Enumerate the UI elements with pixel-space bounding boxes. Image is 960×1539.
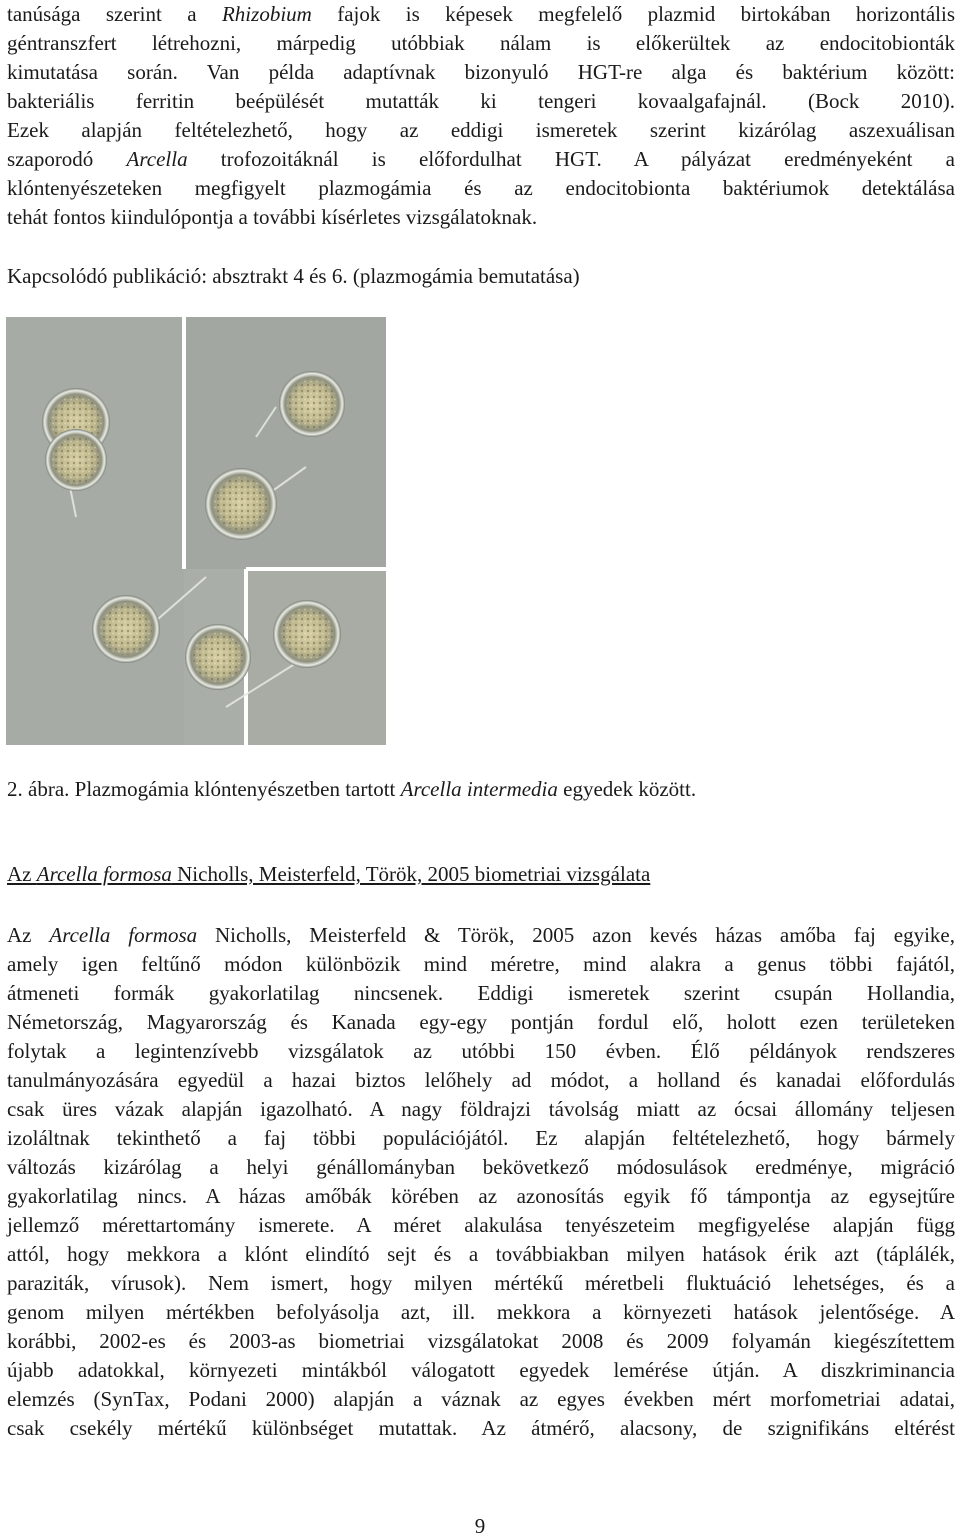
text-line: csak üres vázak alapján igazolható. A nagy földrajzi távolság miatt az ócsai állomány teljesen [7,1097,955,1121]
paragraph-formosa [7,921,955,1443]
section-heading: Az Arcella formosa Nicholls, Meisterfeld, Török, 2005 biometriai vizsgálata [7,862,651,886]
figure-caption: 2. ábra. Plazmogámia klóntenyészetben tartott Arcella intermedia egyedek között. [7,777,697,801]
text-line: tanúsága szerint a Rhizobium fajok is képesek megfelelő plazmid birtokában horizontális [7,2,955,26]
text-line: genom milyen mértékben befolyásolja azt, ill. mekkora a környezeti hatások jelentősége. A [7,1300,955,1324]
text-line: folytak a legintenzívebb vizsgálatok az utóbbi 150 évben. Élő példányok rendszeres [7,1039,955,1063]
text-line: kimutatása során. Van példa adaptívnak bizonyuló HGT-re alga és baktérium között: [7,60,955,84]
text-line: elemzés (SynTax, Podani 2000) alapján a váznak az egyes években mért morfometriai adatai, [7,1387,955,1411]
text-line: korábbi, 2002-es és 2003-as biometriai vizsgálatokat 2008 és 2009 folyamán kiegészítettem [7,1329,955,1353]
text-line: géntranszfert létrehozni, márpedig utóbbiak nálam is előkerültek az endocitobionták [7,31,955,55]
text-line: bakteriális ferritin beépülését mutatták ki tengeri kovaalgafajnál. (Bock 2010). [7,89,955,113]
text-line: klóntenyészeteken megfigyelt plazmogámia és az endocitobionta baktériumok detektálása [7,176,955,200]
text-line: gyakorlatilag nincs. A házas amőbák körében az azonosítás egyik fő támpontja az egysejtűre [7,1184,955,1208]
text-line: újabb adatokkal, környezeti mintákból válogatott egyedek lemérése útján. A diszkriminancia [7,1358,955,1382]
paragraph-intro [7,0,955,232]
text-line: tanulmányozására egyedül a hazai biztos lelőhely ad módot, a holland és kanadai előfordulás [7,1068,955,1092]
text-line: szaporodó Arcella trofozoitáknál is előfordulhat HGT. A pályázat eredményeként a [7,147,955,171]
text-line: amely igen feltűnő módon különbözik mind méretre, mind alakra a genus többi fajától, [7,952,955,976]
related-publication: Kapcsolódó publikáció: absztrakt 4 és 6. (plazmogámia bemutatása) [7,264,580,288]
text-line: Németország, Magyarország és Kanada egy-egy pontján fordul elő, holott ezen területeken [7,1010,955,1034]
text-line: attól, hogy mekkora a klónt elindító sejt és a továbbiakban milyen hatások érik azt (táplálék, [7,1242,955,1266]
text-line: változás kizárólag a helyi génállományban bekövetkező módosulások eredménye, migráció [7,1155,955,1179]
text-line: izoláltnak tekinthető a faj többi populációjától. Ez alapján feltételezhető, hogy bármely [7,1126,955,1150]
micrograph-figure [6,317,386,745]
micrograph-image [6,317,386,745]
text-line: tehát fontos kiindulópontja a további kísérletes vizsgálatoknak. [7,205,538,229]
page-number: 9 [474,1514,486,1538]
text-line: csak csekély mértékű különbséget mutattak. Az átmérő, alacsony, de szignifikáns eltérést [7,1416,955,1440]
text-line: jellemző mérettartomány ismerete. A méret alakulása tenyészeteim megfigyelése alapján függ [7,1213,955,1237]
text-line: átmeneti formák gyakorlatilag nincsenek. Eddigi ismeretek szerint csupán Hollandia, [7,981,955,1005]
text-line: Ezek alapján feltételezhető, hogy az eddigi ismeretek szerint kizárólag aszexuálisan [7,118,955,142]
text-line: Az Arcella formosa Nicholls, Meisterfeld & Török, 2005 azon kevés házas amőba faj egyike, [7,923,955,947]
text-line: paraziták, vírusok). Nem ismert, hogy milyen mértékű méretbeli fluktuáció lehetséges, és a [7,1271,955,1295]
